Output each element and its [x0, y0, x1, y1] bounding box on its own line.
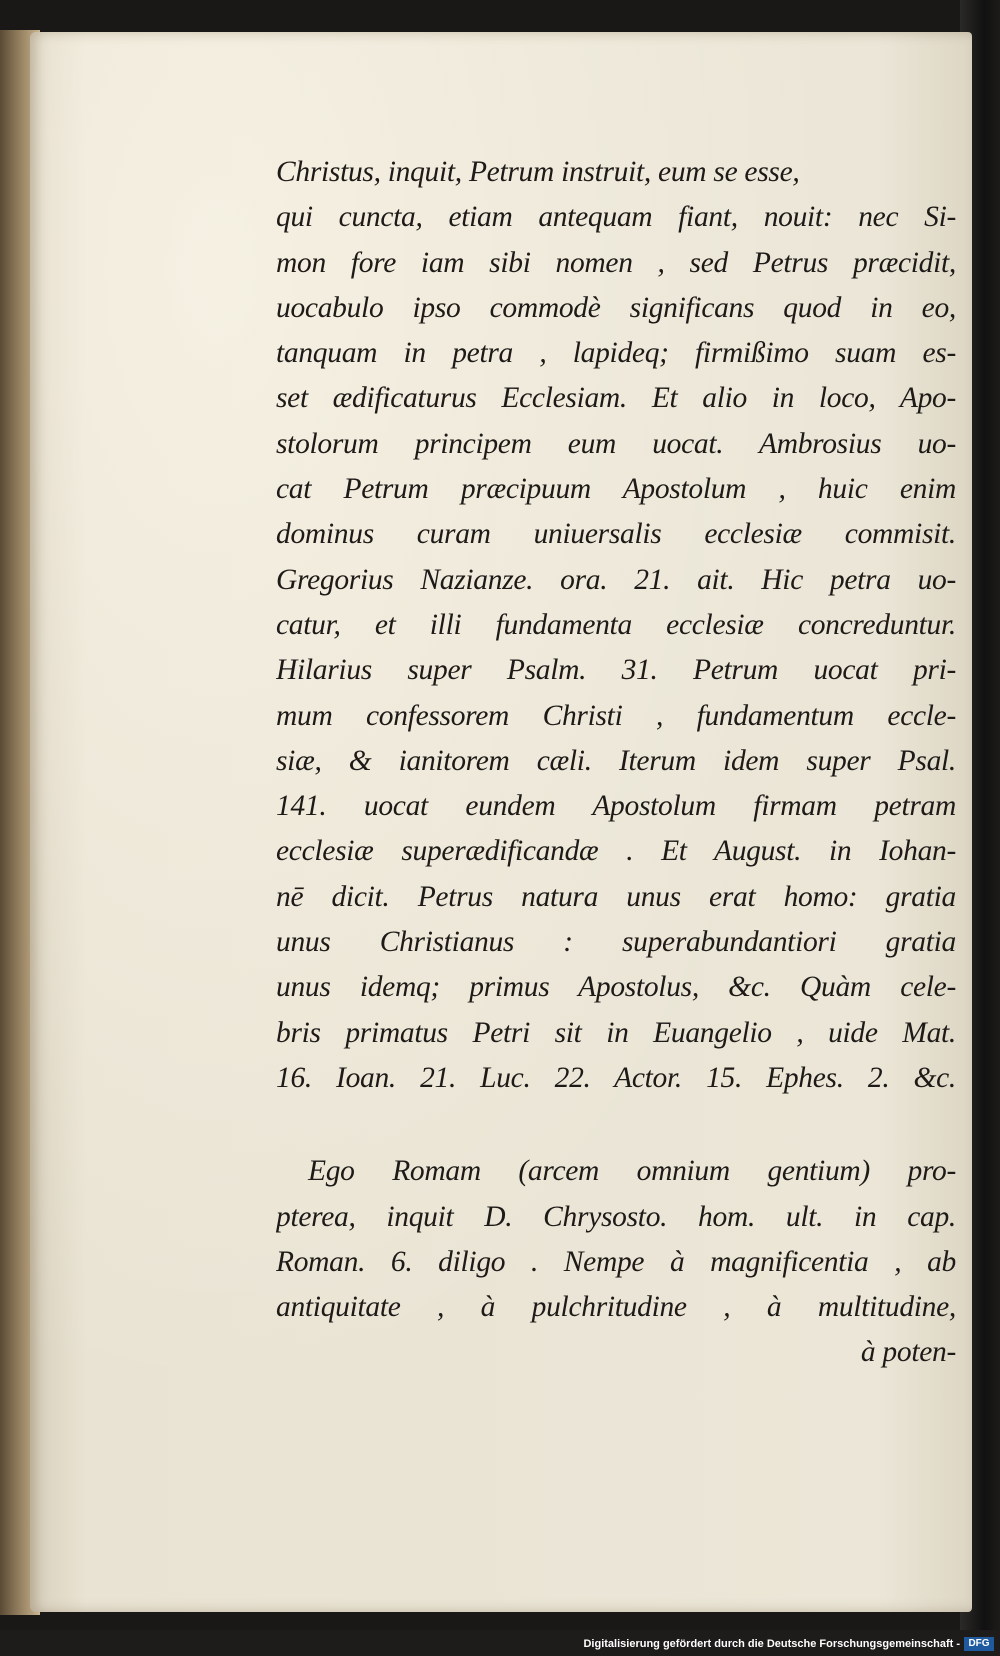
text-line: uocabulo ipso commodè significans quod in eo,: [276, 291, 956, 324]
text-line: set ædificaturus Ecclesiam. Et alio in loco, Apo-: [276, 382, 956, 415]
text-line: Hilarius super Psalm. 31. Petrum uocat pri-: [276, 654, 956, 687]
text-line: Ego Romam (arcem omnium gentium) pro-: [308, 1155, 956, 1188]
text-line: Christus, inquit, Petrum instruit, eum se esse,: [276, 156, 800, 188]
text-line: nē dicit. Petrus natura unus erat homo: gratia: [276, 880, 956, 913]
dfg-logo-icon: DFG: [964, 1637, 994, 1651]
book-page: [30, 32, 972, 1612]
text-line: mum confessorem Christi , fundamentum eccle-: [276, 699, 956, 732]
text-line: qui cuncta, etiam antequam fiant, nouit: nec Si-: [276, 201, 956, 234]
text-line: catur, et illi fundamenta ecclesiæ concreduntur.: [276, 608, 956, 641]
text-line: 16. Ioan. 21. Luc. 22. Actor. 15. Ephes. 2. &c.: [276, 1061, 956, 1094]
text-line: unus idemq; primus Apostolus, &c. Quàm cele-: [276, 971, 956, 1004]
digitization-credit: Digitalisierung gefördert durch die Deutsche Forschungsgemeinschaft -: [583, 1638, 960, 1650]
page-text: [276, 150, 956, 1376]
text-line: antiquitate , à pulchritudine , à multitudine,: [276, 1291, 956, 1324]
paragraph-gap: [276, 1101, 956, 1149]
text-line: ecclesiæ superædificandæ . Et August. in Iohan-: [276, 835, 956, 868]
text-line: bris primatus Petri sit in Euangelio , uide Mat.: [276, 1016, 956, 1049]
text-line: dominus curam uniuersalis ecclesiæ commisit.: [276, 518, 956, 551]
text-line: cat Petrum præcipuum Apostolum , huic enim: [276, 473, 956, 506]
catchword: à poten-: [860, 1336, 956, 1369]
text-line: tanquam in petra , lapideq; firmißimo suam es-: [276, 337, 956, 370]
text-line: pterea, inquit D. Chrysosto. hom. ult. in cap.: [276, 1200, 956, 1233]
text-line: Gregorius Nazianze. ora. 21. ait. Hic petra uo-: [276, 563, 956, 596]
text-line: siæ, & ianitorem cæli. Iterum idem super Psal.: [276, 744, 956, 777]
text-line: stolorum principem eum uocat. Ambrosius uo-: [276, 427, 956, 460]
text-line: unus Christianus : superabundantiori gratia: [276, 926, 956, 959]
text-line: Roman. 6. diligo . Nempe à magnificentia , ab: [276, 1245, 956, 1278]
text-line: mon fore iam sibi nomen , sed Petrus præcidit,: [276, 246, 956, 279]
text-line: 141. uocat eundem Apostolum firmam petram: [276, 790, 956, 823]
